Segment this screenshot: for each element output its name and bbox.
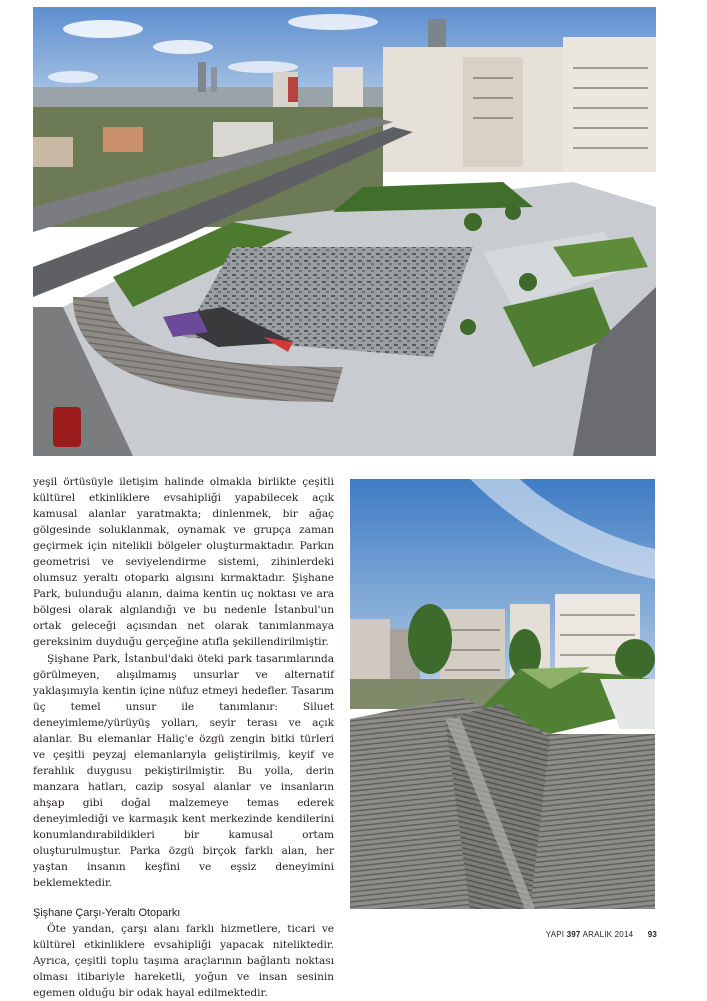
wooden-deck-illustration [350, 479, 655, 909]
article-paragraph: Şişhane Park, İstanbul'daki öteki park tasarımlarında görülmeyen, alışılmamış unsurlar ve alternatif yaklaşımıyla kentin içine nüfuz etmeyi hedefler. Tasarım üç temel unsur ile tanımlanır: Siluet deneyimleme/yürüyüş yolları, seyir terası ve açık alanlar. Bu elemanlar Haliç'e özgü zengin bitki türleri ve çeşitli peyzaj elemanlarıyla geliştirilmiş, keyif ve ferahlık duygusu pekiştirilmiştir. Bu yolla, derin manzara hatları, cazip sosyal alanlar ve insanların ahşap gibi doğal malzemeye temas ederek deneyimlediği ve karmaşık kent merkezinde kendilerini konumlandırabildikleri bir kamusal ortam oluşturulmuştur. Parka özgü birçok farklı alan, her yaştan insanın keşfini ve eşsiz deneyimini beklemektedir. [33, 652, 334, 890]
issue-date: ARALIK 2014 [582, 930, 634, 939]
article-paragraph: yeşil örtüsüyle iletişim halinde olmakla birlikte çeşitli kültürel etkinliklere evsahipliği yapabilecek açık kamusal alanlar yaratmakta; dinlenmek, bir ağaç gölgesinde soluklanmak, oynamak ve grupça zaman geçirmek için nitelikli bölgeler oluşturmaktadır. Parkın geometrisi ve seviyelendirme sistemi, zihinlerdeki olumsuz yeraltı otoparkı algısını kırmaktadır. Şişhane Park, bulunduğu alanın, daima kentin uç noktası ve ara bölgesi olarak algılandığı ve bu nedenle İstanbul'un ortak geleceği açısından net olarak tanımlanmaya gereksinim duyduğu gerçeğine atıfla şekillendirilmiştir. [33, 476, 334, 649]
page-footer [546, 930, 657, 939]
wooden-deck-photo [350, 479, 655, 909]
park-aerial-illustration [33, 7, 656, 456]
park-aerial-photo [33, 7, 656, 456]
article-text-column [33, 474, 334, 1001]
magazine-name: YAPI [545, 930, 565, 939]
page-number: 93 [647, 930, 657, 939]
section-heading: Şişhane Çarşı-Yeraltı Otoparkı [33, 907, 181, 920]
section-paragraph: Öte yandan, çarşı alanı farklı hizmetlere, ticari ve kültürel etkinliklere evsahipliği yapacak niteliktedir. Ayrıca, çeşitli toplu taşıma araçlarının bağlantı noktası olması itibariyle hareketli, yoğun ve insan sesinin egemen olduğu bir odak hayal edilmektedir. [33, 923, 334, 1000]
issue-number: 397 [566, 930, 581, 939]
